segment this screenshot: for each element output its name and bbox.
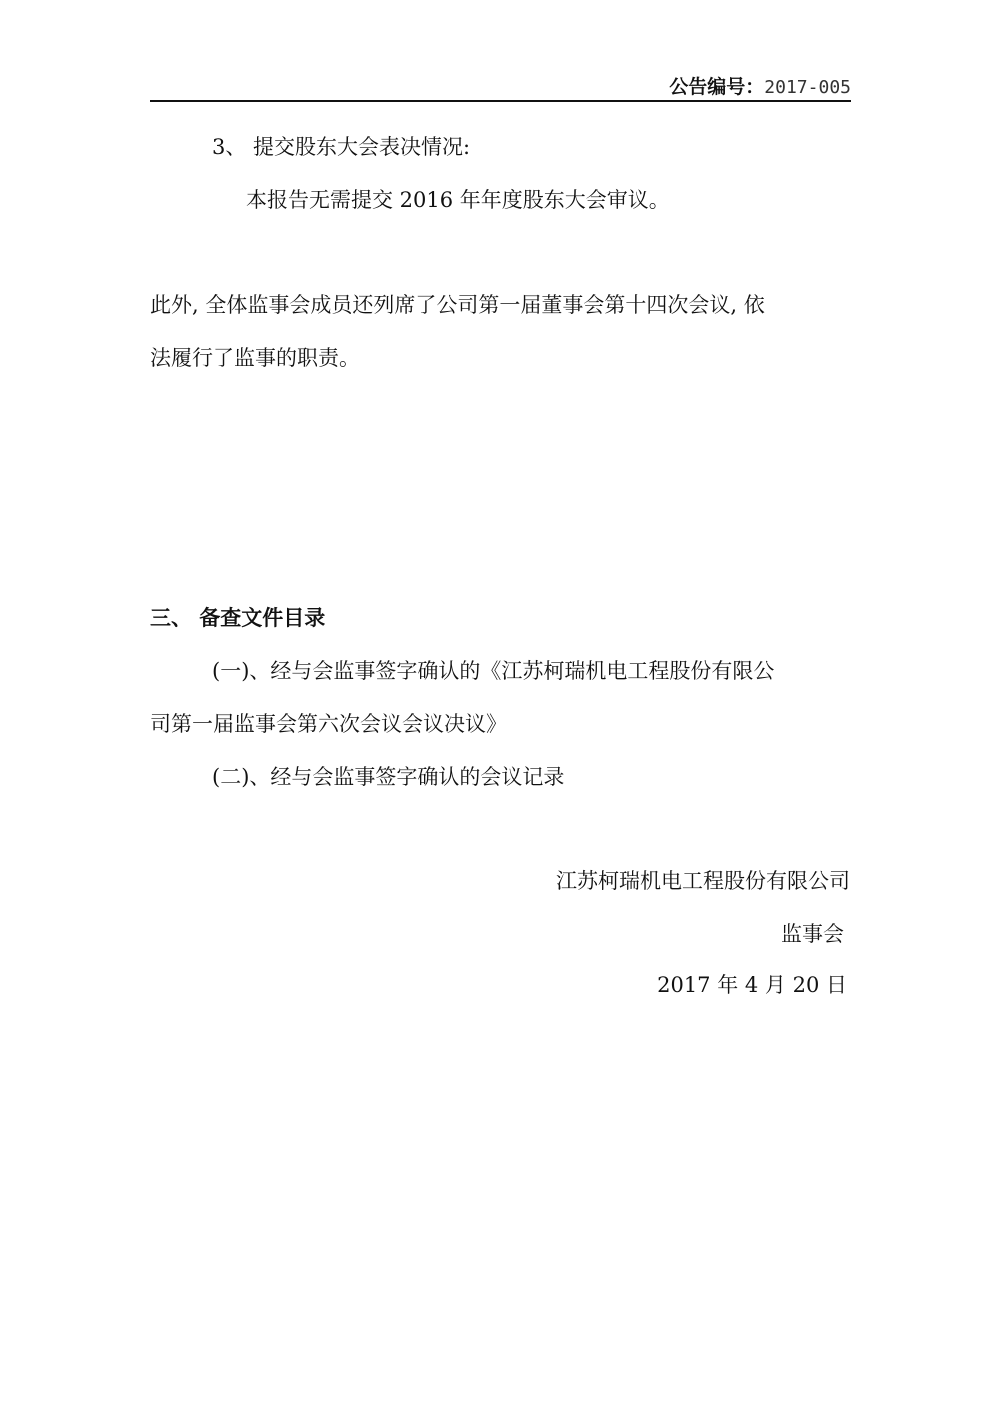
signature-company: 江苏柯瑞机电工程股份有限公司 <box>556 869 850 893</box>
announcement-number-label: 公告编号： <box>669 76 765 98</box>
signature-date: 2017 年 4 月 20 日 <box>657 973 847 997</box>
signature-board: 监事会 <box>781 922 844 946</box>
extra-paragraph-line-2: 法履行了监事的职责。 <box>150 346 360 370</box>
reference-doc-1-line-1: (一)、经与会监事签字确认的《江苏柯瑞机电工程股份有限公 <box>212 659 775 683</box>
reference-doc-1-line-2: 司第一届监事会第六次会议会议决议》 <box>150 712 507 736</box>
extra-paragraph-line-1: 此外, 全体监事会成员还列席了公司第一届董事会第十四次会议, 依 <box>150 293 765 317</box>
page-header <box>150 72 851 102</box>
section-3-heading: 三、 备查文件目录 <box>150 606 326 630</box>
item-3-body: 本报告无需提交 2016 年年度股东大会审议。 <box>246 188 670 212</box>
announcement-number: 2017-005 <box>764 77 851 98</box>
item-3-heading: 3、 提交股东大会表决情况: <box>212 135 471 159</box>
reference-doc-2: (二)、经与会监事签字确认的会议记录 <box>212 765 565 789</box>
